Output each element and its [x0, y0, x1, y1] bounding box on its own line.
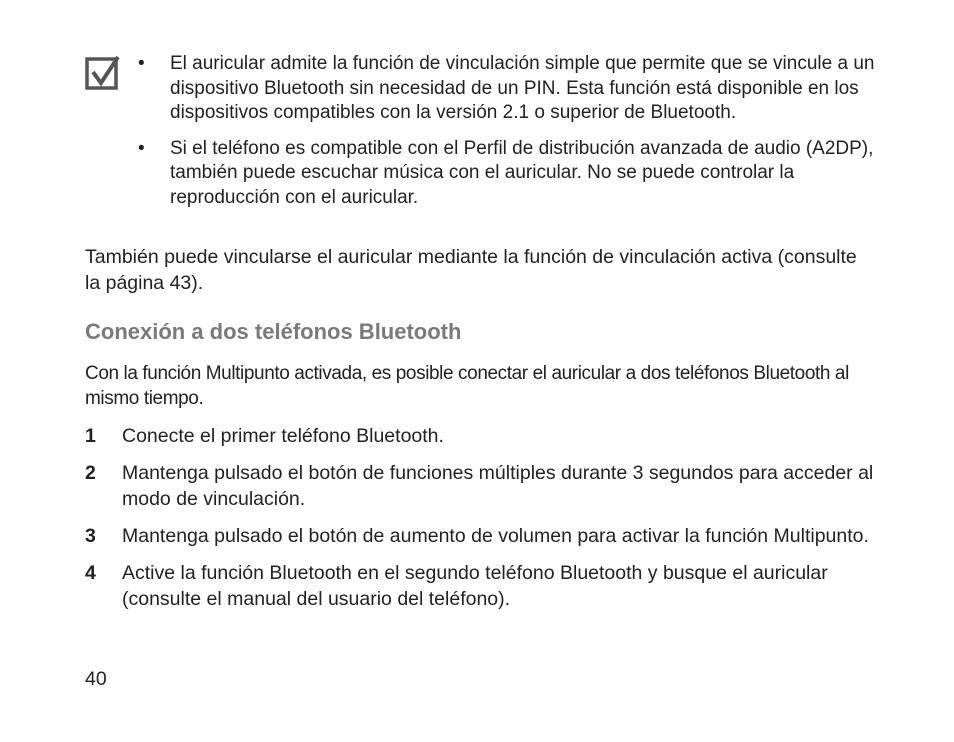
section-heading: Conexión a dos teléfonos Bluetooth — [85, 319, 462, 344]
step-item — [85, 560, 875, 612]
page-number: 40 — [85, 668, 107, 690]
note-bullet-item — [135, 52, 875, 126]
step-number: 3 — [85, 525, 96, 547]
section-intro: Con la función Multipunto activada, es posible conectar el auricular a dos teléfonos Bluetooth al mismo tiempo. — [85, 363, 849, 409]
step-number: 2 — [85, 462, 96, 484]
step-item — [85, 460, 875, 512]
note-bullet-item — [135, 137, 875, 211]
steps-list — [85, 423, 875, 623]
checkmark-note-icon — [85, 55, 121, 91]
step-item — [85, 523, 875, 549]
note-bullet-text: El auricular admite la función de vinculación simple que permite que se vincule a un dispositivo Bluetooth sin necesidad de un PIN. Esta función está disponible en los dispositivos compatibles con la versión 2.1 o superior de Bluetooth. — [170, 53, 875, 123]
step-number: 1 — [85, 425, 96, 447]
bullet-dot: • — [138, 53, 145, 74]
active-pairing-paragraph: También puede vincularse el auricular mediante la función de vinculación activa (consulte la página 43). — [85, 246, 857, 294]
bullet-dot: • — [138, 137, 145, 159]
step-item — [85, 423, 875, 449]
note-bullet-text: Si el teléfono es compatible con el Perfil de distribución avanzada de audio (A2DP), también puede escuchar música con el auricular. No se puede controlar la reproducción con el auricular. — [170, 137, 874, 208]
step-text: Conecte el primer teléfono Bluetooth. — [122, 425, 444, 447]
note-bullet-list — [135, 52, 875, 221]
step-text: Mantenga pulsado el botón de aumento de volumen para activar la función Multipunto. — [122, 525, 869, 547]
step-text: Mantenga pulsado el botón de funciones múltiples durante 3 segundos para acceder al modo de vinculación. — [122, 462, 874, 510]
step-text: Active la función Bluetooth en el segundo teléfono Bluetooth y busque el auricular (consulte el manual del usuario del teléfono). — [122, 562, 828, 610]
step-number: 4 — [85, 562, 96, 584]
